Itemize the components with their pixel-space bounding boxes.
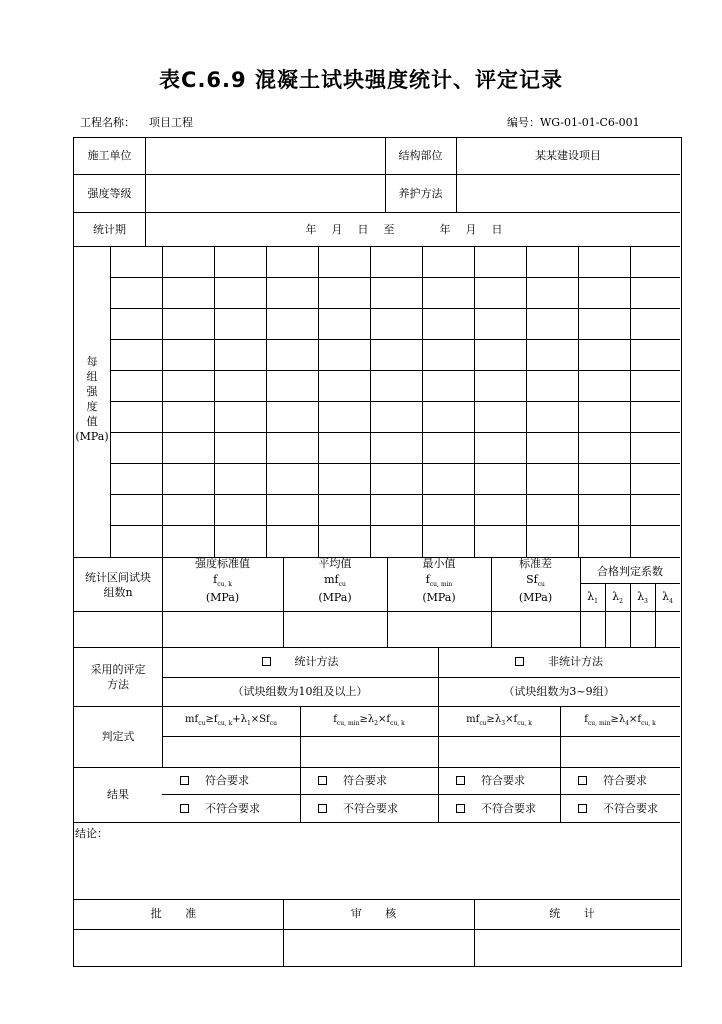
record-table: [73, 137, 682, 967]
grid-line: [110, 401, 680, 402]
std-strength-header: [162, 557, 283, 604]
row-divider: [74, 647, 680, 648]
formula-4: $f_{cu, min}\ge\lambda_4\times f_{cu, k}$: [584, 714, 656, 727]
result-3-ok[interactable]: [456, 774, 525, 787]
min-name: 最小值: [422, 557, 456, 570]
row-divider: [74, 767, 680, 768]
formula-label: 判定式: [101, 730, 135, 743]
group-count-label: 统计区间试块 组数n: [85, 571, 151, 599]
stat-method-option[interactable]: [162, 655, 438, 668]
not-ok-text: 不符合要求: [603, 802, 658, 815]
grid-line: [526, 246, 527, 557]
min-symbol: $f_{cu, min}$: [425, 573, 453, 589]
not-ok-text: 不符合要求: [343, 802, 398, 815]
grid-line: [110, 463, 680, 464]
curing-method-label: 养护方法: [398, 187, 443, 200]
checkbox[interactable]: [180, 776, 189, 785]
not-ok-text: 不符合要求: [205, 802, 260, 815]
mean-name: 平均值: [318, 557, 352, 570]
grid-line: [474, 246, 475, 557]
grid-line: [110, 370, 680, 371]
checkbox[interactable]: [456, 804, 465, 813]
structure-part-value[interactable]: 某某建设项目: [535, 149, 601, 162]
document-number-label: 编号：: [507, 116, 540, 129]
col-divider: [145, 138, 146, 246]
statistician-label: 统 计: [549, 907, 605, 920]
std-dev-header: [491, 557, 580, 604]
page-title: 表C.6.9 混凝土试块强度统计、评定记录: [159, 68, 563, 92]
grid-line: [110, 339, 680, 340]
grid-line: [110, 277, 680, 278]
review-label: 审 核: [350, 907, 407, 920]
result-3-not-ok[interactable]: [456, 802, 536, 815]
grid-line: [266, 246, 267, 557]
formula-1: $mf_{cu}\ge f_{cu, k}+\lambda_1\times Sf_{cu}$: [185, 714, 277, 727]
lambda-4: $\lambda_4$: [662, 590, 673, 606]
coef-header: 合格判定系数: [597, 565, 663, 578]
structure-part-label: 结构部位: [398, 149, 443, 162]
row-divider: [74, 174, 680, 175]
stat-method-checkbox[interactable]: [262, 657, 271, 666]
grid-line: [162, 246, 163, 557]
min-unit: (MPa): [422, 590, 456, 604]
row-divider: [74, 246, 680, 247]
nonstat-method-checkbox[interactable]: [515, 657, 524, 666]
grid-line: [162, 736, 680, 737]
grid-line: [318, 246, 319, 557]
strength-grade-label: 强度等级: [87, 187, 132, 200]
row-divider: [74, 822, 680, 823]
project-name-value: 项目工程: [149, 116, 193, 129]
stat-method-note: （试块组数为10组及以上）: [232, 685, 368, 698]
formula-3: $mf_{cu}\ge\lambda_3\times f_{cu, k}$: [466, 714, 532, 727]
approve-label: 批 准: [150, 907, 207, 920]
mean-symbol: $mf_{cu}$: [324, 573, 346, 589]
grid-line: [578, 246, 579, 557]
ok-text: 符合要求: [343, 774, 387, 787]
lambda-3: $\lambda_3$: [637, 590, 648, 606]
checkbox[interactable]: [456, 776, 465, 785]
checkbox[interactable]: [318, 804, 327, 813]
grid-line: [110, 494, 680, 495]
std-strength-unit: (MPa): [205, 590, 240, 604]
std-dev-symbol: $Sf_{cu}$: [526, 573, 545, 589]
grid-line: [162, 794, 680, 795]
row-divider: [74, 611, 680, 612]
std-strength-name: 强度标准值: [195, 557, 250, 570]
project-name-line: [80, 114, 193, 130]
result-4-ok[interactable]: [578, 774, 647, 787]
mean-header: [283, 557, 387, 604]
checkbox[interactable]: [318, 776, 327, 785]
min-header: [387, 557, 491, 604]
std-strength-symbol: $f_{cu, k}$: [213, 573, 232, 589]
grid-line: [214, 246, 215, 557]
grid-line: [110, 525, 680, 526]
result-1-ok[interactable]: [180, 774, 249, 787]
std-dev-unit: (MPa): [518, 590, 553, 604]
stat-method-text: 统计方法: [294, 655, 339, 668]
lambda-2: $\lambda_2$: [612, 590, 623, 606]
result-2-ok[interactable]: [318, 774, 387, 787]
nonstat-method-note: （试块组数为3~9组）: [503, 685, 615, 698]
stat-period-value[interactable]: 年 月 日 至 年 月 日: [305, 223, 503, 236]
checkbox[interactable]: [578, 804, 587, 813]
formula-2: $f_{cu, min}\ge\lambda_2\times f_{cu, k}$: [333, 714, 405, 727]
nonstat-method-text: 非统计方法: [548, 655, 603, 668]
strength-values-label: 每 组 强 度 值 (MPa): [75, 355, 109, 443]
row-divider: [74, 929, 680, 930]
method-label: 采用的评定 方法: [90, 663, 146, 691]
ok-text: 符合要求: [603, 774, 647, 787]
document-number-value: WG-01-01-C6-001: [540, 116, 640, 129]
result-label: 结果: [107, 788, 129, 801]
checkbox[interactable]: [180, 804, 189, 813]
project-name-label: 工程名称：: [80, 116, 135, 129]
ok-text: 符合要求: [205, 774, 249, 787]
grid-line: [110, 308, 680, 309]
std-dev-name: 标准差: [519, 557, 552, 570]
row-divider: [74, 706, 680, 707]
grid-line: [630, 246, 631, 557]
grid-line: [422, 246, 423, 557]
result-1-not-ok[interactable]: [180, 802, 260, 815]
grid-line: [110, 432, 680, 433]
lambda-1: $\lambda_1$: [587, 590, 598, 606]
grid-line: [370, 246, 371, 557]
row-divider: [74, 899, 680, 900]
mean-unit: (MPa): [318, 590, 352, 604]
result-4-not-ok[interactable]: [578, 802, 658, 815]
result-2-not-ok[interactable]: [318, 802, 398, 815]
conclusion-label: 结论：: [75, 827, 108, 840]
construction-unit-label: 施工单位: [87, 149, 132, 162]
stat-period-label: 统计期: [93, 223, 126, 236]
grid-line: [162, 677, 680, 678]
grid-line: [110, 246, 111, 557]
nonstat-method-option[interactable]: [438, 655, 680, 668]
checkbox[interactable]: [578, 776, 587, 785]
document-number-line: [507, 114, 640, 130]
ok-text: 符合要求: [481, 774, 525, 787]
not-ok-text: 不符合要求: [481, 802, 536, 815]
row-divider: [74, 212, 680, 213]
